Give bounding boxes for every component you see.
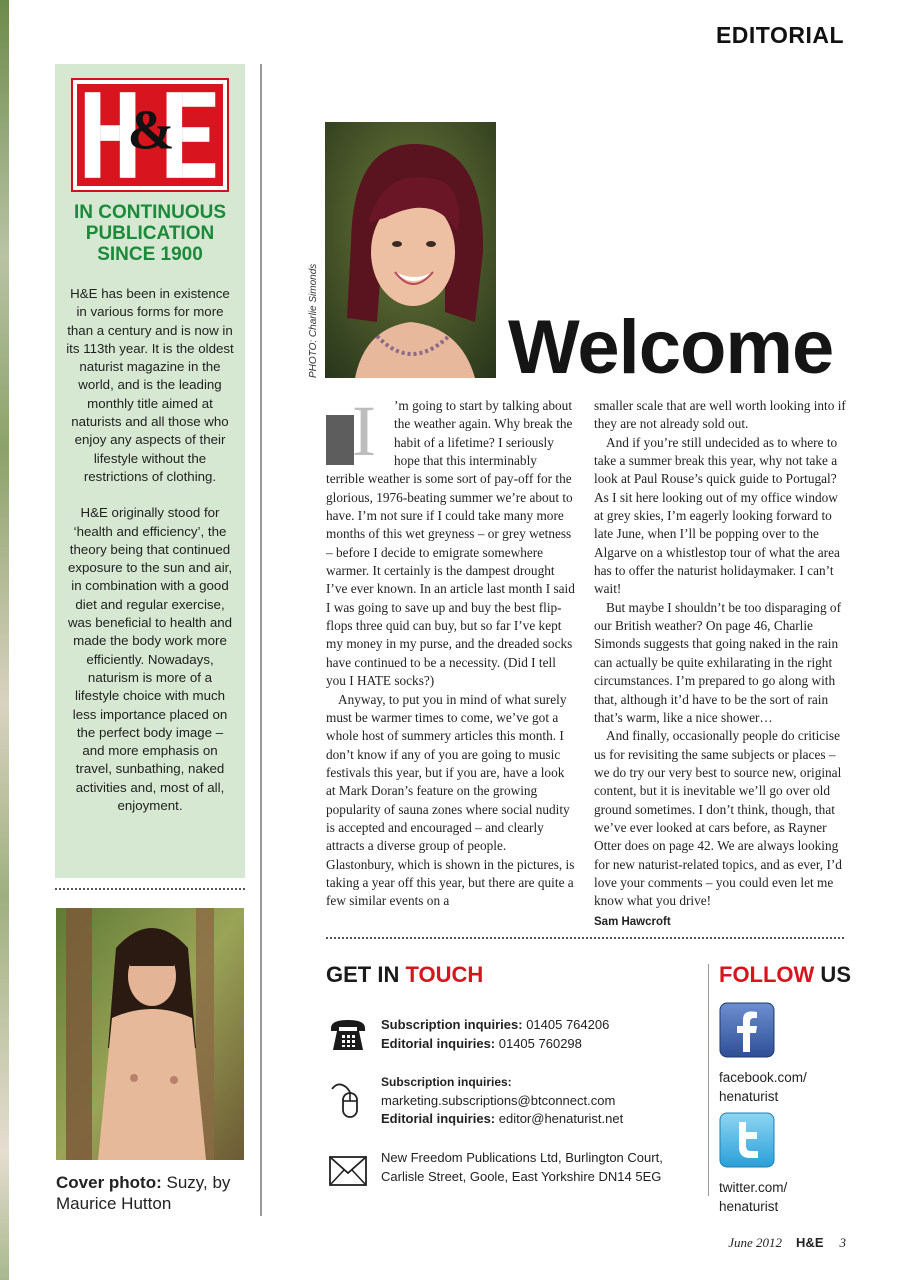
postal-contact <box>326 1149 696 1189</box>
sidebar-title-line: IN CONTINUOUS <box>74 202 226 223</box>
adjacent-page-edge <box>0 0 9 1280</box>
sidebar-title-line: SINCE 1900 <box>97 244 203 265</box>
subscription-email-label: Subscription inquiries: <box>381 1075 512 1089</box>
article-paragraph: And finally, occasionally people do criticise us for revisiting the same subjects or places – we do try our very best to source new, original content, but it is inevitable we’ll go over old ground sometimes. I don’t think, though, that we’ve ever looked at cars before, as Rayner Otter does on page 42. We are always looking for new naturist-related topics, and as ever, I’d love your comments – you could even let me know what you drive! <box>594 728 842 909</box>
dropcap-block <box>326 415 354 465</box>
footer-issue: June 2012 <box>728 1235 783 1250</box>
subscription-phone-number: 01405 764206 <box>522 1017 610 1032</box>
section-label: EDITORIAL <box>715 22 844 48</box>
sidebar-dotted-divider <box>55 888 245 890</box>
article-column-2 <box>594 397 846 931</box>
twitter-url[interactable] <box>719 1179 839 1216</box>
photo-credit: PHOTO: Charlie Simonds <box>308 263 319 378</box>
get-in-touch-title <box>326 962 483 988</box>
contact-divider <box>708 964 709 1196</box>
email-contact <box>326 1073 696 1129</box>
sidebar-text <box>65 285 235 833</box>
dropcap-letter: I <box>352 391 376 471</box>
cover-caption <box>56 1172 256 1214</box>
mouse-icon <box>328 1079 368 1119</box>
postal-contact-text <box>381 1149 701 1186</box>
facebook-icon[interactable] <box>719 1002 775 1058</box>
he-logo <box>71 78 229 192</box>
article-paragraph: And if you’re still undecided as to where to take a summer break this year, why not take a look at Paul Rouse’s quick guide to Portugal? As I sit here looking out of my office window at grey skies, I’m eagerly looking forward to late June, when I’ll be popping over to the Algarve on a whistlestop tour of what the area has to offer the naturist holidaymaker. I can’t wait! <box>594 434 840 597</box>
twitter-icon[interactable] <box>719 1112 775 1168</box>
sidebar-title-line: PUBLICATION <box>85 223 215 244</box>
subscription-email-label-line <box>381 1073 701 1092</box>
cover-photo-image <box>56 908 244 1160</box>
twitter-url-line: henaturist <box>719 1198 779 1214</box>
editor-portrait-image <box>325 122 496 378</box>
article-dotted-divider <box>326 937 844 939</box>
postal-address-line: Carlisle Street, Goole, East Yorkshire DN14 5EG <box>381 1168 662 1184</box>
article-paragraph: ’m going to start by talking about the weather again. Why break the habit of a lifetime? I seriously hope that this interminably terrible weather is some sort of pay-off for the glorious, 1976-beating summer we’re about to have. I’m not sure if I could take many more months of this wet greyness – or grey wetness – before I decide to emigrate somewhere warmer. It certainly is the dampest drought I’ve ever known. In an article last month I said I was going to save up and buy the best flip-flops three quid can buy, but so far I’ve kept my money in my purse, and the dreaded socks have continued to be a necessity. (Did I tell you I HATE socks?) <box>326 398 575 689</box>
footer-brand: H&E <box>796 1235 824 1250</box>
get-in-touch-title-part: GET IN <box>326 962 406 987</box>
facebook-url[interactable] <box>719 1069 839 1106</box>
he-logo-graphic <box>77 84 223 186</box>
editorial-email-label: Editorial inquiries: <box>381 1111 496 1126</box>
editorial-phone-number: 01405 760298 <box>495 1035 582 1051</box>
svg-text:&: & <box>127 99 175 162</box>
column-divider <box>260 64 262 1216</box>
subscription-phone <box>381 1016 701 1035</box>
follow-us-title-accent: FOLLOW <box>719 962 815 987</box>
article-signature: Sam Hawcroft <box>594 915 671 928</box>
sidebar-box <box>55 64 245 878</box>
facebook-url-line: facebook.com/ <box>719 1070 807 1085</box>
facebook-link[interactable] <box>719 1002 839 1106</box>
editorial-email <box>381 1110 701 1129</box>
postal-address-line: New Freedom Publications Ltd, Burlington Court, <box>381 1150 663 1165</box>
dropcap <box>326 391 386 471</box>
envelope-icon <box>328 1151 368 1191</box>
cover-caption-label: Cover photo: <box>56 1173 162 1192</box>
subscription-phone-label: Subscription inquiries: <box>381 1017 523 1032</box>
editorial-phone <box>381 1035 701 1054</box>
cover-caption-text: Suzy, by Maurice Hutton <box>56 1173 231 1213</box>
facebook-url-line: henaturist <box>719 1088 779 1104</box>
subscription-email[interactable]: marketing.subscriptions@btconnect.com <box>381 1092 616 1108</box>
telephone-icon <box>328 1016 368 1056</box>
follow-us-title-part: US <box>814 962 851 987</box>
editorial-email-address[interactable]: editor@henaturist.net <box>495 1111 624 1126</box>
editorial-phone-label: Editorial inquiries: <box>381 1035 496 1051</box>
page-footer <box>728 1235 846 1251</box>
email-contact-text <box>381 1073 701 1129</box>
article-paragraph: Anyway, to put you in mind of what surely must be warmer times to come, we’ve got a whole host of summery articles this month. I don’t know if any of you are going to music festivals this year, but if you are, have a look at Mark Doran’s feature on the growing popularity of sauna zones where social nudity is accepted and encouraged – and clearly attracts a diverse group of people. Glastonbury, which is shown in the pictures, is taking a year off this year, but there are quite a few similar events on a <box>326 691 575 909</box>
follow-us-title <box>719 962 851 988</box>
footer-page-number: 3 <box>839 1235 846 1250</box>
article-column-1 <box>326 391 576 911</box>
cover-photo <box>56 908 244 1160</box>
sidebar-paragraph: H&E has been in existence in various forms for more than a century and is now in its 113th year. It is the oldest naturist magazine in the world, and is the leading monthly title aimed at naturists and all those who enjoy any aspects of their lifestyle without the restrictions of clothing. <box>66 286 234 484</box>
editor-portrait <box>325 122 496 378</box>
twitter-link[interactable] <box>719 1112 839 1216</box>
get-in-touch-title-accent: TOUCH <box>405 962 484 987</box>
article-paragraph: smaller scale that are well worth looking into if they are not already sold out. <box>594 398 846 432</box>
sidebar-paragraph: H&E originally stood for ‘health and efficiency’, the theory being that continued exposure to the sun and air, in combination with a good diet and regular exercise, was beneficial to health and made the body work more efficiently. Nowadays, naturism is more of a lifestyle choice with much less importance placed on the perfect body image – and more emphasis on travel, sunbathing, naked activities and, most of all, enjoyment. <box>67 505 233 814</box>
sidebar-title <box>55 202 245 265</box>
article-paragraph: But maybe I shouldn’t be too disparaging of our British weather? On page 46, Charlie Simonds suggests that going naked in the rain can actually be quite exhilarating in the right circumstances. I’m prepared to go along with that, although it’d have to be the sort of rain that’s warm, like a nice shower… <box>594 599 842 725</box>
twitter-url-line: twitter.com/ <box>719 1180 788 1195</box>
phone-contact <box>326 1016 696 1056</box>
headline: Welcome <box>508 305 834 390</box>
phone-contact-text <box>381 1016 701 1053</box>
